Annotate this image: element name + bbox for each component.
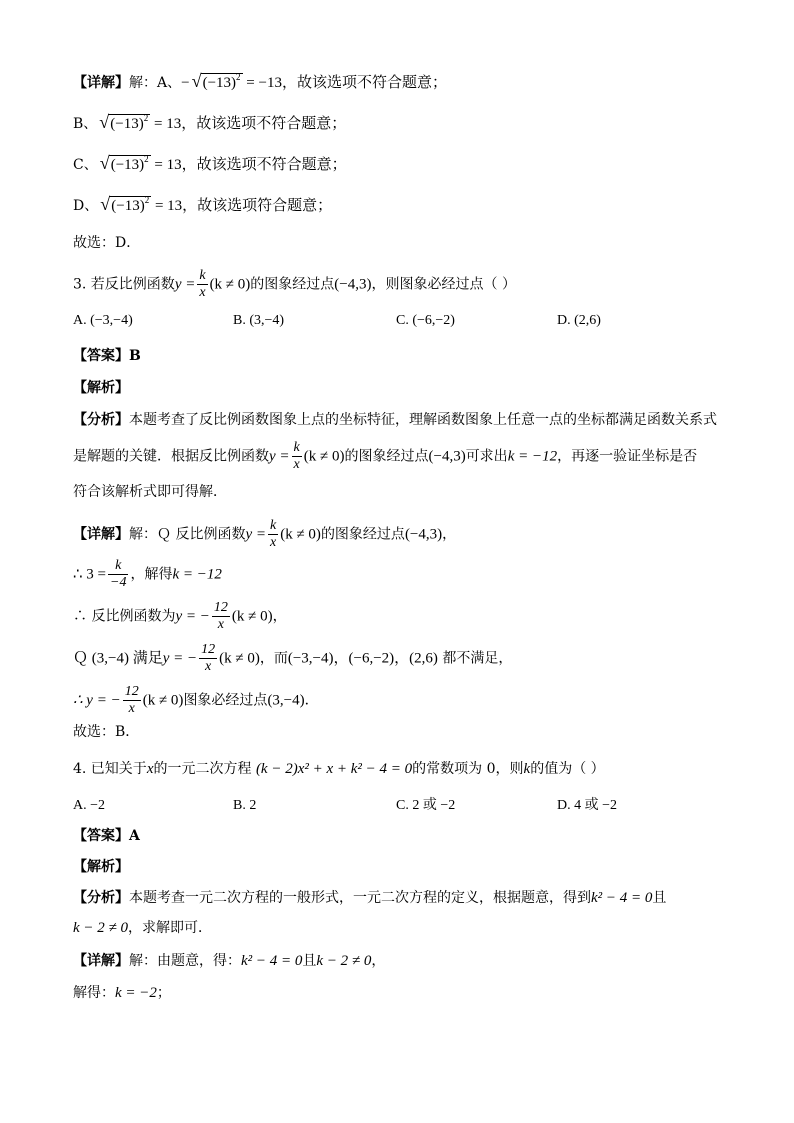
q3-text-a: 3. 若反比例函数 [73,276,175,293]
q3-point: (−4,3) [334,276,372,293]
step-1-lhs: ∴ 3 = [73,566,107,583]
detail-3-text-c: ， [442,526,457,543]
analysis-point: (−4,3) [428,448,466,465]
step-4-text: 图象必经过点 [183,692,268,709]
step-4-lead: ∴ y = − [73,692,121,709]
step-2-y-eq: y = − [175,608,210,625]
detail-text: 解：A、 [129,75,182,91]
sqrt-expression: √ $(-13)^2$ [99,153,149,173]
frac-num: k [269,518,277,533]
step-3-tail: 都不满足， [437,650,513,667]
sqrt-exp: 2 [236,72,241,82]
analysis-3-text-2a: 是解题的关键．根据反比例函数 [73,448,269,465]
analysis-3-text-2c: 可求出 [465,448,508,465]
analysis-3-text-2e: ，再逐一验证坐标是否 [557,448,698,465]
analysis-4-line-2 [73,918,212,938]
solution-line [73,983,171,1003]
analysis-3-text-1: 本题考查了反比例函数图象上点的坐标特征，理解函数图象上任意一点的坐标都满足函数关系式 [129,412,717,428]
neg-sign: − [181,75,190,91]
frac-den: x [205,659,212,674]
answer-3: 【答案】B [73,348,141,364]
q4-equation: (k − 2)x² + x + k² − 4 = 0 [255,761,413,777]
answer-4: 【答案】A [73,828,140,844]
analysis-3-line-1 [73,410,717,430]
detail-tag: 【详解】 [73,75,129,91]
step-1 [73,558,222,591]
detail-a-tail: = −13，故该选项不符合题意； [242,75,447,91]
q3-text-c: ，则图象必经过点（ ） [371,276,516,293]
detail-4-math-2: k − 2 ≠ 0 [316,953,372,969]
q4-text-d: 的值为（ ） [530,761,605,777]
q3-option-d: D. (2,6) [557,313,601,328]
detail-4-and: 且 [302,953,317,969]
sqrt-body: (−13) [110,116,144,132]
q4-option-b: B. 2 [233,798,257,813]
frac-num: 12 [201,642,216,657]
step-4-tail: ． [304,692,319,709]
detail-tag: 【详解】 [73,953,129,969]
detail-3-text-b: 的图象经过点 [320,526,405,543]
step-3-points: (−3,−4)，(−6,−2)，(2,6) [287,650,438,667]
step-3-text-b: ，而 [259,650,288,667]
solution-text: 解得： [73,985,115,1001]
step-2-tail: ， [272,608,287,625]
analysis-3-heading: 【解析】 [73,380,129,396]
select-b-line: 故选：B． [73,724,140,740]
step-3-condition: (k ≠ 0) [219,650,260,667]
step-4 [73,684,319,717]
q3-option-c: C. (−6,−2) [396,313,455,328]
frac-num: 12 [124,684,139,699]
sqrt-body: (−13) [110,157,145,173]
sqrt-exp: 2 [144,195,150,205]
q4-text-c: 的常数项为 0，则 [412,761,524,777]
step-2-condition: (k ≠ 0) [231,608,273,625]
sqrt-body: (−13) [202,75,237,91]
frac-den: x [199,285,206,300]
q3-option-b: B. (3,−4) [233,313,285,328]
detail-3-line-1 [73,518,456,551]
detail-c-tail: = 13，故该选项不符合题意； [150,157,347,173]
frac-den: −4 [110,575,127,590]
analysis-y-eq: y = [269,448,290,465]
detail-line-b [73,114,346,134]
q4-text-b: 的一元二次方程 [153,761,252,777]
q4-option-c: C. 2 或 −2 [396,798,456,813]
step-2-text: ∴ 反比例函数为 [73,608,176,625]
frac-num: 12 [213,600,228,615]
question-4 [73,759,605,779]
detail-tag: 【详解】 [73,526,129,543]
analysis-4-and: 且 [652,890,667,906]
analysis-4-text-1: 本题考查一元二次方程的一般形式，一元二次方程的定义，根据题意，得到 [129,890,591,906]
option-b-lead: B、 [73,116,98,132]
option-c-lead: C、 [73,157,98,173]
frac-den: x [269,535,277,550]
q3-option-a: A. (−3,−4) [73,313,133,328]
option-d-lead: D、 [73,198,99,214]
detail-4-tail: ， [371,953,386,969]
step-1-text: ，解得 [130,566,173,583]
analysis-3-text-2b: 的图象经过点 [344,448,429,465]
step-4-condition: (k ≠ 0) [142,692,184,709]
detail-fraction [268,518,278,551]
q4-option-a: A. −2 [73,798,106,813]
sqrt-body: (−13) [111,198,145,214]
q3-fraction [197,268,207,301]
detail-line-c [73,155,347,175]
q4-var-k: k [523,761,531,777]
frac-den: x [128,701,135,716]
analysis-tag: 【分析】 [73,890,129,906]
question-3 [73,268,516,301]
detail-4-math-1: k² − 4 = 0 [241,953,303,969]
step-3-y-eq: y = − [162,650,198,667]
step-3-fraction [199,642,217,675]
frac-num: k [293,440,300,455]
step-4-point: (3,−4) [267,692,305,709]
analysis-4-heading: 【解析】 [73,859,129,875]
detail-3-text-a: 解：Ｑ 反比例函数 [129,526,246,543]
analysis-condition: (k ≠ 0) [303,448,345,465]
detail-line-a [73,73,447,93]
frac-num: k [108,558,128,575]
analysis-fraction [292,440,302,473]
solution-tail: ； [156,985,171,1001]
step-3-lead: Ｑ (3,−4) 满足 [73,650,163,667]
analysis-k-value: k = −12 [507,448,558,465]
analysis-4-math-2: k − 2 ≠ 0 [73,920,129,936]
q3-text-b: 的图象经过点 [250,276,335,293]
detail-d-tail: = 13，故该选项符合题意； [151,198,333,214]
step-2-fraction [212,600,230,633]
analysis-4-math-1: k² − 4 = 0 [591,890,653,906]
analysis-4-line-1 [73,888,666,908]
step-1-fraction [108,558,128,591]
detail-4-line-1 [73,951,385,971]
detail-b-tail: = 13，故该选项不符合题意； [150,116,347,132]
q3-condition: (k ≠ 0) [209,276,251,293]
q4-var-x: x [146,761,154,777]
sqrt-expression: √ $(-13)^2$ [99,112,149,132]
detail-y-eq: y = [245,526,266,543]
frac-den: x [293,457,300,472]
sqrt-exp: 2 [143,113,149,123]
frac-den: x [217,617,224,632]
q4-text-a: 4. 已知关于 [73,761,147,777]
analysis-tag: 【分析】 [73,412,129,428]
select-d-line: 故选：D． [73,235,141,251]
sqrt-exp: 2 [144,154,149,164]
analysis-3-line-2 [73,440,697,473]
detail-line-d [73,196,332,216]
frac-num: k [199,268,206,283]
detail-4-text-a: 解：由题意，得： [129,953,241,969]
step-2 [73,600,287,633]
q3-y-eq: y = [174,276,196,293]
sqrt-expression: √ $(-13)^2$ [100,194,150,214]
step-4-fraction [123,684,141,717]
solution-math: k = −2 [115,985,157,1001]
sqrt-expression: √ $(-13)^2$ [191,71,241,91]
analysis-3-line-3: 符合该解析式即可得解． [73,484,227,500]
analysis-4-text-2: ，求解即可． [128,920,213,936]
step-3 [73,642,512,675]
step-1-result: k = −12 [172,566,222,583]
q4-option-d: D. 4 或 −2 [557,798,618,813]
detail-point: (−4,3) [404,526,443,543]
detail-condition: (k ≠ 0) [280,526,321,543]
